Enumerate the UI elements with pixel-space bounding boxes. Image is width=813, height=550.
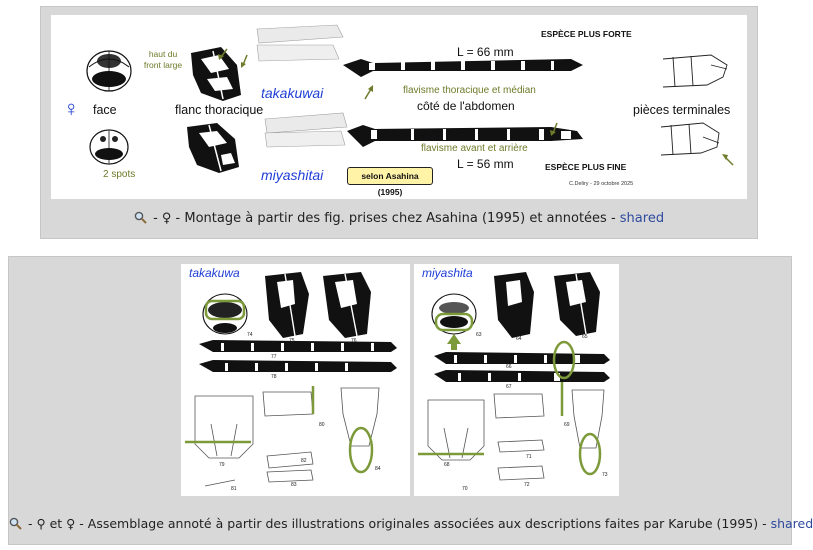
thorax-side-drawing-2 [187, 123, 239, 173]
svg-text:82: 82 [301, 458, 307, 464]
miyashita-title: miyashita [422, 266, 473, 280]
two-spots-label: 2 spots [103, 169, 136, 180]
flavisme-top-label: flavisme thoracique et médian [403, 85, 536, 96]
face-head-drawing [87, 51, 131, 91]
abdomen-top-drawing [343, 59, 583, 77]
face-head-drawing-2 [90, 130, 128, 164]
svg-text:84: 84 [375, 466, 381, 472]
figure2-caption-text: - ⚲ et ♀ - Assemblage annoté à partir des illustrations originales associées aux descriptions faites par Karube (1995) - [27, 516, 771, 531]
length-top-label: L = 66 mm [457, 45, 514, 59]
figure2-shared-link[interactable]: shared [770, 516, 813, 531]
svg-text:63: 63 [476, 332, 482, 338]
karube-takakuwa-image[interactable] [181, 264, 410, 496]
terminal-pieces-top-drawing [663, 55, 727, 87]
svg-text:81: 81 [231, 486, 237, 492]
svg-text:78: 78 [271, 374, 277, 380]
figure-panel-asahina [40, 6, 758, 239]
svg-text:79: 79 [219, 462, 225, 468]
svg-text:77: 77 [271, 354, 277, 360]
svg-text:66: 66 [506, 364, 512, 370]
takakuwai-label: takakuwai [261, 85, 324, 101]
svg-text:73: 73 [602, 472, 608, 478]
svg-text:70: 70 [462, 486, 468, 492]
espece-fine-label: ESPÈCE PLUS FINE [545, 162, 627, 172]
abdomen-side-label: côté de l'abdomen [417, 99, 515, 113]
svg-text:67: 67 [506, 384, 512, 390]
svg-text:76: 76 [351, 338, 357, 344]
figure1-caption [41, 211, 757, 226]
svg-text:75: 75 [289, 338, 295, 344]
female-symbol: ♀ [63, 96, 80, 121]
magnifier-icon[interactable] [9, 517, 22, 530]
terminal-pieces-bottom-drawing [661, 123, 719, 155]
figure1-shared-link[interactable]: shared [619, 211, 665, 226]
karube-miyashita-image[interactable] [414, 264, 619, 496]
figure2-caption [9, 516, 813, 531]
svg-text:69: 69 [564, 422, 570, 428]
flanc-label: flanc thoracique [175, 103, 264, 117]
terminal-pieces-label: pièces terminales [633, 103, 731, 117]
svg-text:71: 71 [526, 454, 532, 460]
svg-text:83: 83 [291, 482, 297, 488]
figure1-caption-text: - ♀ - Montage à partir des fig. prises chez Asahina (1995) et annotées - [153, 211, 620, 226]
thorax-side-drawing [191, 47, 241, 101]
svg-text:72: 72 [524, 482, 530, 488]
length-bottom-label: L = 56 mm [457, 157, 514, 171]
svg-text:80: 80 [319, 422, 325, 428]
svg-text:74: 74 [247, 332, 253, 338]
miyashita-drawing [414, 264, 619, 496]
selon-asahina-badge: selon Asahina (1995) [347, 167, 433, 185]
espece-forte-label: ESPÈCE PLUS FORTE [541, 29, 632, 39]
face-label: face [93, 103, 117, 117]
asahina-montage-image[interactable] [51, 15, 747, 199]
miyashitai-label: miyashitai [261, 167, 324, 183]
takakuwa-title: takakuwa [189, 266, 240, 280]
takakuwa-drawing [181, 264, 410, 496]
svg-text:64: 64 [516, 336, 522, 342]
svg-text:65: 65 [582, 334, 588, 340]
svg-text:68: 68 [444, 462, 450, 468]
magnifier-icon[interactable] [134, 211, 147, 224]
figure-panel-karube [8, 256, 813, 545]
front-note-label: haut du front large [143, 49, 183, 70]
credit-label: C.Deliry - 29 octobre 2025 [569, 181, 634, 187]
flavisme-bottom-label: flavisme avant et arrière [421, 143, 528, 154]
